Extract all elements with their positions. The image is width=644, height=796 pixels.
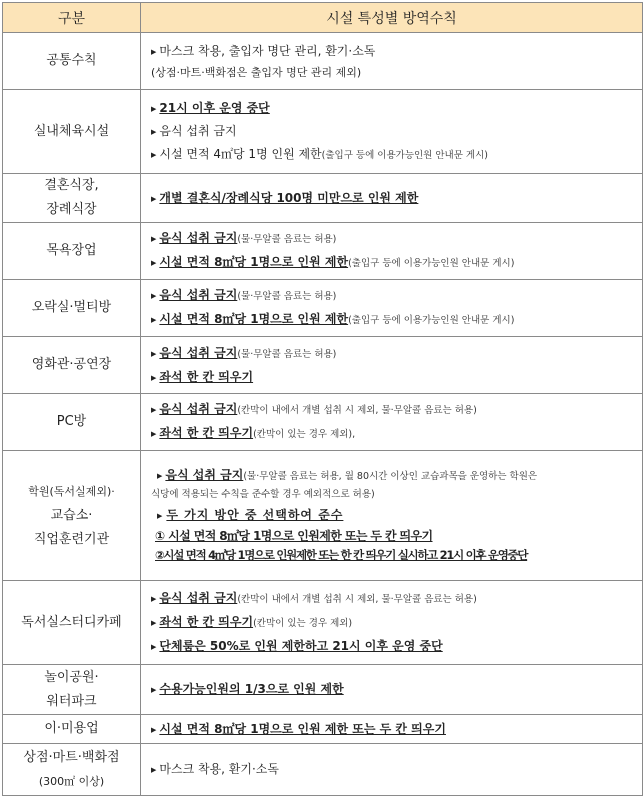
category-cell: 놀이공원· 워터파크 bbox=[3, 665, 141, 715]
option-line: ① 시설 면적 8㎡당 1명으로 인원제한 또는 두 칸 띄우기 bbox=[155, 529, 433, 543]
table-row bbox=[3, 665, 643, 715]
quarantine-rules-table bbox=[2, 2, 643, 796]
category-cell: 독서실스터디카페 bbox=[3, 581, 141, 665]
measures-cell bbox=[141, 715, 643, 744]
rule-line: ▶ 음식 섭취 금지(칸막이 내에서 개별 섭취 시 제외, 물·무알콜 음료는 허용) bbox=[151, 591, 477, 605]
bullet-icon: ▶ bbox=[151, 725, 157, 734]
rule-line: ▶ 마스크 착용, 환기·소독 bbox=[151, 762, 279, 776]
measures-cell bbox=[141, 90, 643, 174]
bullet-icon: ▶ bbox=[151, 430, 157, 438]
bullet-icon: ▶ bbox=[151, 194, 157, 203]
header-category: 구분 bbox=[3, 3, 141, 33]
rule-line: ▶ 개별 결혼식/장례식당 100명 미만으로 인원 제한 bbox=[151, 190, 419, 205]
measures-cell bbox=[141, 174, 643, 223]
measures-cell bbox=[141, 33, 643, 90]
table-row bbox=[3, 223, 643, 280]
category-cell: 상점·마트·백화점 (300㎡ 이상) bbox=[3, 744, 141, 796]
bullet-icon: ▶ bbox=[151, 349, 157, 358]
bullet-icon: ▶ bbox=[151, 235, 157, 243]
table-row bbox=[3, 90, 643, 174]
category-cell: 영화관·공연장 bbox=[3, 337, 141, 394]
bullet-icon: ▶ bbox=[151, 373, 157, 382]
bullet-icon: ▶ bbox=[157, 472, 163, 480]
category-cell: 학원(독서실제외)· 교습소· 직업훈련기관 bbox=[3, 451, 141, 581]
rule-line: ▶ 시설 면적 8㎡당 1명으로 인원 제한(출입구 등에 이용가능인원 안내문 게시) bbox=[151, 255, 515, 269]
bullet-icon: ▶ bbox=[151, 127, 157, 136]
rule-line: ▶ 시설 면적 4㎡당 1명 인원 제한(출입구 등에 이용가능인원 안내문 게시) bbox=[151, 146, 488, 161]
measures-cell bbox=[141, 744, 643, 796]
option-line: ②시설 면적 4㎡당 1명으로 인원제한 또는 한 칸 띄우기 실시하고 21시 이후 운영중단 bbox=[155, 548, 528, 562]
bullet-icon: ▶ bbox=[151, 150, 157, 159]
measures-cell bbox=[141, 451, 643, 581]
rule-line: ▶ 좌석 한 칸 띄우기(칸막이 있는 경우 제외), bbox=[151, 426, 356, 440]
rule-line: ▶ 시설 면적 8㎡당 1명으로 인원 제한(출입구 등에 이용가능인원 안내문 게시) bbox=[151, 312, 515, 326]
rule-line: ▶ 음식 섭취 금지(칸막이 내에서 개별 섭취 시 제외, 물·무알콜 음료는 허용) bbox=[151, 402, 477, 416]
bullet-icon: ▶ bbox=[151, 406, 157, 414]
table-row bbox=[3, 715, 643, 744]
bullet-icon: ▶ bbox=[151, 619, 157, 627]
bullet-icon: ▶ bbox=[151, 292, 157, 300]
table-row bbox=[3, 174, 643, 223]
rule-line: ▶ 음식 섭취 금지(물·무알콜 음료는 허용) bbox=[151, 288, 337, 302]
measures-cell bbox=[141, 665, 643, 715]
table-row bbox=[3, 280, 643, 337]
bullet-icon: ▶ bbox=[157, 512, 164, 520]
bullet-icon: ▶ bbox=[151, 259, 157, 267]
category-cell: PC방 bbox=[3, 394, 141, 451]
rule-line: ▶ 수용가능인원의 1/3으로 인원 제한 bbox=[151, 682, 344, 696]
table-row bbox=[3, 337, 643, 394]
category-cell: 실내체육시설 bbox=[3, 90, 141, 174]
rule-note: 식당에 적용되는 수칙을 준수할 경우 예외적으로 허용) bbox=[151, 489, 375, 500]
bullet-icon: ▶ bbox=[151, 595, 157, 603]
rule-line: ▶ 음식 섭취 금지(물·무알콜 음료는 허용, 월 80시간 이상인 교습과목을 운영하는 학원은 bbox=[157, 468, 538, 482]
category-cell: 결혼식장, 장례식장 bbox=[3, 174, 141, 223]
table-row bbox=[3, 744, 643, 796]
header-row bbox=[3, 3, 643, 33]
rule-line: ▶ 마스크 착용, 출입자 명단 관리, 환기·소독 bbox=[151, 43, 376, 58]
rule-line: ▶ 시설 면적 8㎡당 1명으로 인원 제한 또는 두 칸 띄우기 bbox=[151, 721, 446, 736]
bullet-icon: ▶ bbox=[151, 316, 157, 324]
rule-note: (상점·마트·백화점은 출입자 명단 관리 제외) bbox=[151, 65, 362, 79]
bullet-icon: ▶ bbox=[151, 766, 157, 774]
rule-line: ▶ 음식 섭취 금지(물·무알콜 음료는 허용) bbox=[151, 231, 337, 245]
measures-cell bbox=[141, 581, 643, 665]
rule-line: ▶ 음식 섭취 금지 bbox=[151, 123, 237, 138]
table-row bbox=[3, 33, 643, 90]
rule-line: ▶ 21시 이후 운영 중단 bbox=[151, 100, 270, 115]
category-cell: 이·미용업 bbox=[3, 715, 141, 744]
measures-cell bbox=[141, 337, 643, 394]
rule-line: ▶ 좌석 한 칸 띄우기(칸막이 있는 경우 제외) bbox=[151, 615, 353, 629]
measures-cell bbox=[141, 280, 643, 337]
bullet-icon: ▶ bbox=[151, 47, 157, 56]
rule-line: ▶ 음식 섭취 금지(물·무알콜 음료는 허용) bbox=[151, 345, 337, 360]
rule-line: ▶ 좌석 한 칸 띄우기 bbox=[151, 369, 254, 384]
table-row bbox=[3, 394, 643, 451]
bullet-icon: ▶ bbox=[151, 686, 157, 694]
bullet-icon: ▶ bbox=[151, 643, 157, 651]
rule-line: ▶ 단체룸은 50%로 인원 제한하고 21시 이후 운영 중단 bbox=[151, 639, 443, 653]
category-cell: 오락실·멀티방 bbox=[3, 280, 141, 337]
category-cell: 공통수칙 bbox=[3, 33, 141, 90]
category-cell: 목욕장업 bbox=[3, 223, 141, 280]
table-row bbox=[3, 581, 643, 665]
measures-cell bbox=[141, 394, 643, 451]
header-measures: 시설 특성별 방역수칙 bbox=[141, 3, 643, 33]
table-row bbox=[3, 451, 643, 581]
rule-line: ▶ 두 가지 방안 중 선택하여 준수 bbox=[157, 508, 344, 522]
bullet-icon: ▶ bbox=[151, 104, 157, 113]
measures-cell bbox=[141, 223, 643, 280]
